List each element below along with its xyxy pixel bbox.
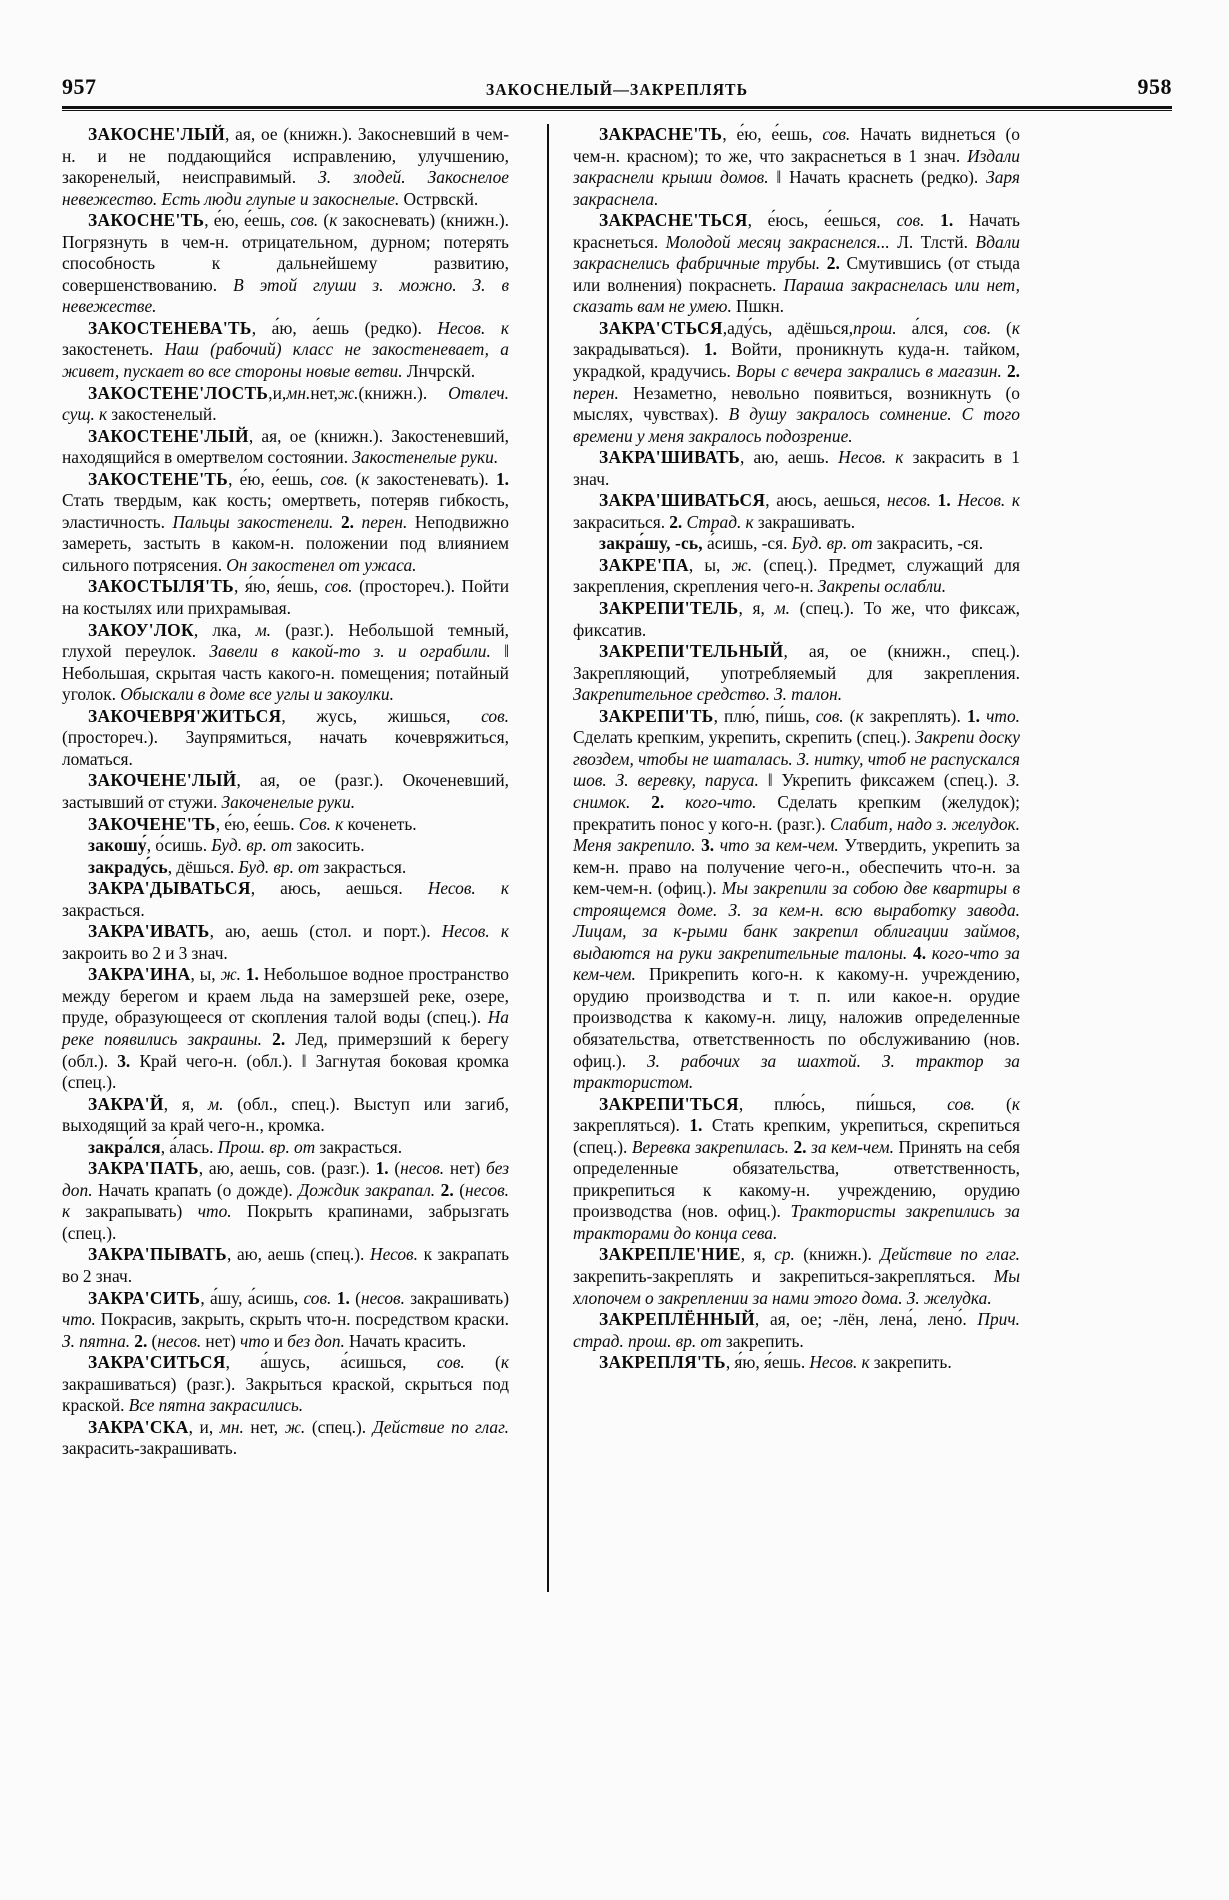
dictionary-entry: ЗАКОЧЕВРЯ'ЖИТЬСЯ, жусь, жишься, сов. (простореч.). Заупрямиться, начать кочевряжиться, ломаться. xyxy=(62,705,509,769)
dictionary-entry: ЗАКРЕПИ'ТЬ, плю́, пи́шь, сов. (к закреплять). 1. что. Сделать крепким, укрепить, скрепить (спец.). Закрепи доску гвоздем, чтобы не шаталась. З. нитку, чтоб не распускался шов. З. веревку, паруса. ‖ Укрепить фиксажем (спец.). З. снимок. 2. кого-что. Сделать крепким (желудок); прекратить понос у кого-н. (разг.). Слабит, надо з. желудок. Меня закрепило. 3. что за кем-чем. Утвердить, укрепить за кем-н. право на получение чего-н., обеспечить что-н. за кем-чем-н. (офиц.). Мы закрепили за собою две квартиры в строящемся доме. З. за кем-н. всю выработку завода. Лицам, за к-рыми банк закрепил облигации займов, выдаются на руки закрепительные талоны. 4. кого-что за кем-чем. Прикрепить кого-н. к какому-н. учреждению, орудию производства и т. п. или какое-н. орудие производства к какому-н. лицу, наложив определенные обязательства, ответственность по обслуживанию (нов. офиц.). З. рабочих за шахтой. З. трактор за трактористом. xyxy=(573,705,1021,1093)
header-rule xyxy=(62,106,1172,111)
dictionary-entry: ЗАКРА'СИТЬСЯ, а́шусь, а́сишься, сов. (к закрашиваться) (разг.). Закрыться краской, скрыться под краской. Все пятна закрасились. xyxy=(62,1352,509,1416)
dictionary-entry: ЗАКРА'ШИВАТЬ, аю, аешь. Несов. к закрасить в 1 знач. xyxy=(573,447,1020,489)
dictionary-entry: ЗАКРЕПЛЕ'НИЕ, я, ср. (книжн.). Действие по глаг. закрепить-закреплять и закрепиться-закрепляться. Мы хлопочем о закреплении за нами этого дома. З. желудка. xyxy=(573,1244,1020,1308)
right-column xyxy=(573,124,1020,1784)
column-divider xyxy=(547,124,549,1592)
dictionary-entry: ЗАКРЕПИ'ТЕЛЬНЫЙ, ая, ое (книжн., спец.). Закрепляющий, употребляемый для закрепления. Закрепительное средство. З. талон. xyxy=(573,641,1020,705)
dictionary-entry: ЗАКРЕ'ПА, ы, ж. (спец.). Предмет, служащий для закрепления, скрепления чего-н. Закрепы ослабли. xyxy=(573,554,1020,597)
dictionary-entry: ЗАКРА'ШИВАТЬСЯ, аюсь, аешься, несов. 1. Несов. к закраситься. 2. Страд. к закрашивать. xyxy=(573,490,1020,532)
dictionary-entry: ЗАКРА'ИНА, ы, ж. 1. Небольшое водное пространство между берегом и краем льда на замерзшей реке, озере, пруде, образующееся от скопления талой воды (спец.). На реке появились закраины. 2. Лед, примерзший к берегу (обл.). 3. Край чего-н. (обл.). ‖ Загнутая боковая кромка (спец.). xyxy=(62,964,510,1093)
dictionary-entry: ЗАКРА'СИТЬ, а́шу, а́сишь, сов. 1. (несов. закрашивать) что. Покрасив, закрыть, скрыть что-н. посредством краски. З. пятна. 2. (несов. нет) что и без доп. Начать красить. xyxy=(62,1287,509,1351)
dictionary-entry: ЗАКОЧЕНЕ'ТЬ, е́ю, е́ешь. Сов. к коченеть. xyxy=(88,813,417,834)
dictionary-entry: ЗАКРА'ПЫВАТЬ, аю, аешь (спец.). Несов. к закрапать во 2 знач. xyxy=(62,1244,509,1286)
dictionary-entry: ЗАКРА'ИВАТЬ, аю, аешь (стол. и порт.). Несов. к закроить во 2 и 3 знач. xyxy=(62,921,509,963)
dictionary-entry: ЗАКРА'Й, я, м. (обл., спец.). Выступ или загиб, выходящий за край чего-н., кромка. xyxy=(62,1093,509,1136)
dictionary-entry: ЗАКОСНЕ'ТЬ, е́ю, е́ешь, сов. (к закосневать) (книжн.). Погрязнуть в чем-н. отрицательном, дурном; потерять способность к дальнейшему развитию, совершенствованию. В этой глуши з. можно. З. в невежестве. xyxy=(62,210,509,317)
folio-left: 957 xyxy=(62,74,97,99)
dictionary-entry: ЗАКРА'СТЬСЯ,аду́сь, адёшься,прош. а́лся, сов. (к закрадываться). 1. Войти, проникнуть куда-н. тайком, украдкой, крадучись. Воры с вечера закрались в магазин. 2. перен. Незаметно, невольно появиться, возникнуть (о мыслях, чувствах). В душу закралось сомнение. С того времени у меня закралось подозрение. xyxy=(573,317,1021,446)
column-container xyxy=(62,124,1172,1784)
dictionary-entry: закра́шу, -сь, а́сишь, -ся. Буд. вр. от закрасить, -ся. xyxy=(599,533,984,554)
dictionary-entry: ЗАКОСТЕНЕ'ЛЫЙ, ая, ое (книжн.). Закостеневший, находящийся в омертвелом состоянии. Закостенелые руки. xyxy=(62,425,509,468)
left-column xyxy=(62,124,523,1784)
running-head xyxy=(62,66,1172,100)
dictionary-entry: ЗАКОЧЕНЕ'ЛЫЙ, ая, ое (разг.). Окоченевший, застывший от стужи. Закоченелые руки. xyxy=(62,770,509,812)
dictionary-entry: ЗАКРЕПЛЁННЫЙ, ая, ое; -лён, лена́, лено́. Прич. страд. прош. вр. от закрепить. xyxy=(573,1309,1020,1351)
dictionary-entry: ЗАКРАСНЕ'ТЬСЯ, е́юсь, е́ешься, сов. 1. Начать краснеться. Молодой месяц закраснелся... Л. Тлстй. Вдали закраснелись фабричные трубы. 2. Смутившись (от стыда или волнения) покраснеть. Параша закраснелась или нет, сказать вам не умею. Пшкн. xyxy=(573,210,1020,317)
dictionary-entry: ЗАКРА'СКА, и, мн. нет, ж. (спец.). Действие по глаг. закрасить-закрашивать. xyxy=(62,1416,509,1459)
dictionary-entry: ЗАКРА'ДЫВАТЬСЯ, аюсь, аешься. Несов. к закрасться. xyxy=(62,878,509,920)
dictionary-entry: ЗАКОУ'ЛОК, лка, м. (разг.). Небольшой темный, глухой переулок. Завели в какой-то з. и ограбили. ‖ Небольшая, скрытая часть какого-н. помещения; потайный уголок. Обыскали в доме все углы и закоулки. xyxy=(62,619,510,705)
dictionary-entry: ЗАКРА'ПАТЬ, аю, аешь, сов. (разг.). 1. (несов. нет) без доп. Начать крапать (о дожде). Дождик закрапал. 2. (несов. к закрапывать) что. Покрыть крапинами, забрызгать (спец.). xyxy=(62,1158,509,1243)
dictionary-entry: ЗАКРЕПИ'ТЕЛЬ, я, м. (спец.). То же, что фиксаж, фиксатив. xyxy=(573,598,1020,640)
dictionary-entry: ЗАКОСНЕ'ЛЫЙ, ая, ое (книжн.). Закосневший в чем-н. и не поддающийся исправлению, улучшению, закоренелый, неисправимый. З. злодей. Закоснелое невежество. Есть люди глупые и закоснелые. Острвскй. xyxy=(62,124,509,209)
dictionary-entry: ЗАКОСТЕНЕ'ТЬ, е́ю, е́ешь, сов. (к закостеневать). 1. Стать твердым, как кость; омертветь, потеряв гибкость, эластичность. Пальцы закостенели. 2. перен. Неподвижно замереть, застыть в каком-н. положении под влиянием сильного потрясения. Он закостенел от ужаса. xyxy=(62,468,510,575)
dictionary-entry: ЗАКОСТЫЛЯ'ТЬ, я́ю, я́ешь, сов. (простореч.). Пойти на костылях или прихрамывая. xyxy=(62,576,509,619)
folio-right: 958 xyxy=(1137,74,1172,99)
dictionary-entry: ЗАКРАСНЕ'ТЬ, е́ю, е́ешь, сов. Начать виднеться (о чем-н. красном); то же, что закраснеться в 1 знач. Издали закраснели крыши домов. ‖ Начать краснеть (редко). Заря закраснела. xyxy=(573,124,1020,209)
dictionary-entry: ЗАКОСТЕНЕВА'ТЬ, а́ю, а́ешь (редко). Несов. к закостенеть. Наш (рабочий) класс не закостеневает, а живет, пускает во все стороны новые ветви. Лнчрскй. xyxy=(62,317,509,382)
dictionary-entry: ЗАКРЕПИ'ТЬСЯ, плю́сь, пи́шься, сов. (к закрепляться). 1. Стать крепким, укрепиться, скрепиться (спец.). Веревка закрепилась. 2. за кем-чем. Принять на себя определенные обязательства, ответственность, прикрепиться к какому-н. учреждению, орудию производства (нов. офиц.). Трактористы закрепились за тракторами до конца сева. xyxy=(573,1093,1020,1243)
running-title: ЗАКОСНЕЛЫЙ—ЗАКРЕПЛЯТЬ xyxy=(485,80,749,99)
dictionary-entry: ЗАКРЕПЛЯ'ТЬ, я́ю, я́ешь. Несов. к закрепить. xyxy=(599,1352,952,1373)
dictionary-entry: закошу́, о́сишь. Буд. вр. от закосить. xyxy=(88,835,365,856)
dictionary-entry: закраду́сь, дёшься. Буд. вр. от закрасться. xyxy=(88,856,407,877)
dictionary-entry: закра́лся, а́лась. Прош. вр. от закрасться. xyxy=(88,1136,403,1157)
dictionary-entry: ЗАКОСТЕНЕ'ЛОСТЬ,и,мн.нет,ж.(книжн.). Отвлеч. сущ. к закостенелый. xyxy=(62,382,509,425)
